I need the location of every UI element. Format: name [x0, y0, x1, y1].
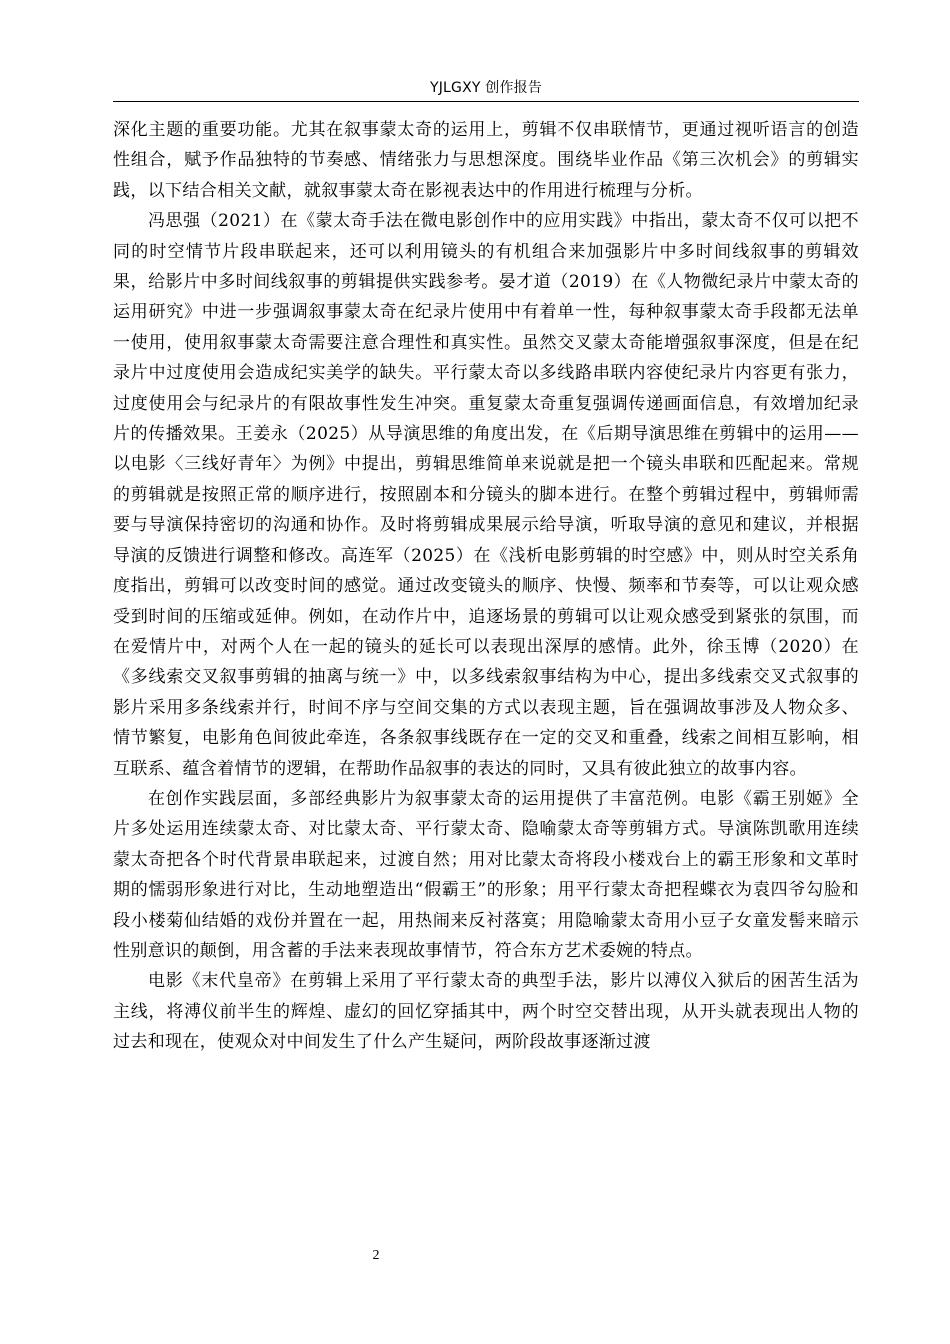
paragraph-1: 深化主题的重要功能。尤其在叙事蒙太奇的运用上，剪辑不仅串联情节，更通过视听语言的创造性组合，赋予作品独特的节奏感、情绪张力与思想深度。围绕毕业作品《第三次机会》的剪辑实践，以下结合相关文献，就叙事蒙太奇在影视表达中的作用进行梳理与分析。	[113, 120, 859, 201]
paragraph-4: 电影《末代皇帝》在剪辑上采用了平行蒙太奇的典型手法，影片以溥仪入狱后的困苦生活为主线，将溥仪前半生的辉煌、虚幻的回忆穿插其中，两个时空交替出现，从开头就表现出人物的过去和现在，使观众对中间发生了什么产生疑问，两阶段故事逐渐过渡	[113, 971, 859, 1053]
paragraph-3: 在创作实践层面，多部经典影片为叙事蒙太奇的运用提供了丰富范例。电影《霸王别姬》全片多处运用连续蒙太奇、对比蒙太奇、平行蒙太奇、隐喻蒙太奇等剪辑方式。导演陈凯歌用连续蒙太奇把各个时代背景串联起来，过渡自然；用对比蒙太奇将段小楼戏台上的霸王形象和文革时期的懦弱形象进行对比，生动地塑造出“假霸王”的形象；用平行蒙太奇把程蝶衣为袁四爷勾脸和段小楼菊仙结婚的戏份并置在一起，用热闹来反衬落寞；用隐喻蒙太奇用小豆子女童发髻来暗示性别意识的颠倒，用含蓄的手法来表现故事情节，符合东方艺术委婉的特点。	[113, 788, 859, 961]
body-text	[113, 115, 859, 1058]
header-divider	[113, 101, 859, 102]
page-number: 2	[372, 1248, 380, 1263]
running-header: YJLGXY 创作报告	[429, 80, 543, 96]
paragraph-2: 冯思强（2021）在《蒙太奇手法在微电影创作中的应用实践》中指出，蒙太奇不仅可以把不同的时空情节片段串联起来，还可以利用镜头的有机组合来加强影片中多时间线叙事的剪辑效果，给影片中多时间线叙事的剪辑提供实践参考。晏才道（2019）在《人物微纪录片中蒙太奇的运用研究》中进一步强调叙事蒙太奇在纪录片使用中有着单一性，每种叙事蒙太奇手段都无法单一使用，使用叙事蒙太奇需要注意合理性和真实性。虽然交叉蒙太奇能增强叙事深度，但是在纪录片中过度使用会造成纪实美学的缺失。平行蒙太奇以多线路串联内容使纪录片内容更有张力，过度使用会与纪录片的有限故事性发生冲突。重复蒙太奇重复强调传递画面信息，有效增加纪录片的传播效果。王姜永（2025）从导演思维的角度出发，在《后期导演思维在剪辑中的运用——以电影〈三线好青年〉为例》中提出，剪辑思维简单来说就是把一个镜头串联和匹配起来。常规的剪辑就是按照正常的顺序进行，按照剧本和分镜头的脚本进行。在整个剪辑过程中，剪辑师需要与导演保持密切的沟通和协作。及时将剪辑成果展示给导演，听取导演的意见和建议，并根据导演的反馈进行调整和修改。高连军（2025）在《浅析电影剪辑的时空感》中，则从时空关系角度指出，剪辑可以改变时间的感觉。通过改变镜头的顺序、快慢、频率和节奏等，可以让观众感受到时间的压缩或延伸。例如，在动作片中，追逐场景的剪辑可以让观众感受到紧张的氛围，而在爱情片中，对两个人在一起的镜头的延长可以表现出深厚的感情。此外，徐玉博（2020）在《多线索交叉叙事剪辑的抽离与统一》中，以多线索叙事结构为中心，提出多线索交叉式叙事的影片采用多条线索并行，时间不序与空间交集的方式以表现主题，旨在强调故事涉及人物众多、情节繁复，电影角色间彼此牵连，各条叙事线既存在一定的交叉和重叠，线索之间相互影响，相互联系、蕴含着情节的逻辑，在帮助作品叙事的表达的同时，又具有彼此独立的故事内容。	[113, 211, 859, 779]
